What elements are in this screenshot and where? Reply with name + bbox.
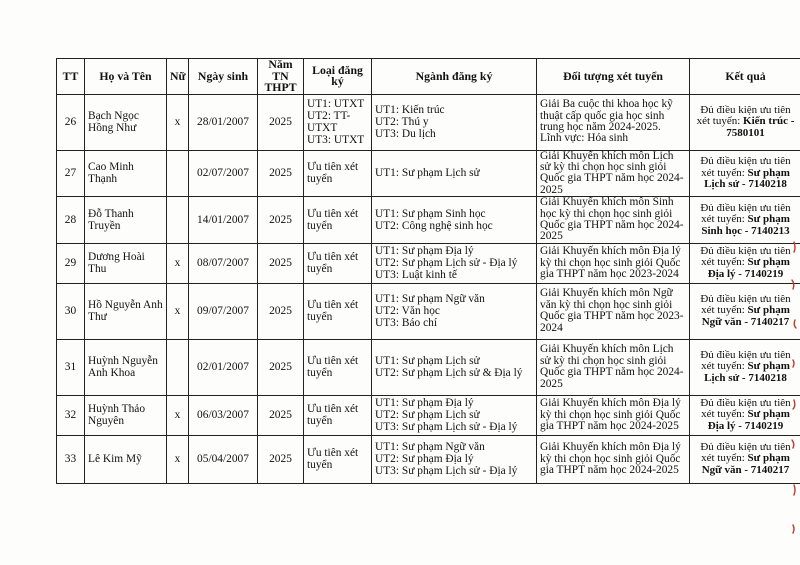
- header-gender: Nữ: [167, 59, 189, 95]
- cell-reg-type: [304, 243, 372, 283]
- cell-result: [690, 395, 800, 435]
- cell-target: [537, 243, 690, 283]
- cell-majors: [372, 395, 537, 435]
- cell-reg-type-line: UT1: UTXT: [307, 97, 365, 110]
- cell-target: [537, 197, 690, 244]
- cell-grad-year: 2025: [258, 150, 304, 197]
- result-major: Sư phạm Lịch sử - 7140218: [704, 360, 790, 385]
- cell-majors: [372, 197, 537, 244]
- cell-majors-line: UT2: Sư phạm Lịch sử: [375, 409, 480, 422]
- cell-name: Huỳnh Nguyễn Anh Khoa: [85, 339, 167, 395]
- cell-grad-year: 2025: [258, 243, 304, 283]
- cell-stt: 30: [57, 283, 85, 339]
- cell-name: Đỗ Thanh Truyền: [85, 197, 167, 244]
- cell-majors: [372, 283, 537, 339]
- cell-gender: x: [167, 243, 189, 283]
- cell-gender: x: [167, 283, 189, 339]
- table-row: [57, 339, 800, 395]
- cell-grad-year: 2025: [258, 435, 304, 483]
- cell-grad-year: 2025: [258, 395, 304, 435]
- header-result: Kết quả: [690, 59, 800, 95]
- cell-reg-type-line: Ưu tiên xét tuyển: [307, 403, 359, 428]
- cell-majors-line: UT3: Sư phạm Lịch sử - Địa lý: [375, 421, 518, 434]
- cell-majors-line: UT3: Báo chí: [375, 317, 438, 330]
- cell-dob: 05/04/2007: [189, 435, 258, 483]
- cell-target-line: Giải Khuyến khích môn Ngữ văn kỳ thi chọn học sinh giỏi Quốc gia THPT năm học 2023-2024: [540, 287, 684, 334]
- cell-reg-type-line: Ưu tiên xét tuyển: [307, 355, 359, 380]
- cell-stt: 29: [57, 243, 85, 283]
- table-body: [57, 94, 800, 483]
- cell-majors-line: UT1: Sư phạm Lịch sử: [375, 167, 480, 180]
- cell-name: Huỳnh Thảo Nguyên: [85, 395, 167, 435]
- cell-grad-year: 2025: [258, 339, 304, 395]
- cell-name: Cao Minh Thạnh: [85, 150, 167, 197]
- cell-stt: 32: [57, 395, 85, 435]
- cell-majors-line: UT1: Sư phạm Địa lý: [375, 396, 474, 409]
- cell-majors-line: UT2: Văn học: [375, 305, 440, 318]
- result-prefix: Đủ điều kiện ưu tiên xét tuyển:: [700, 154, 791, 179]
- cell-reg-type-line: Ưu tiên xét tuyển: [307, 251, 359, 276]
- cell-target: [537, 150, 690, 197]
- cell-grad-year: 2025: [258, 197, 304, 244]
- cell-reg-type: [304, 395, 372, 435]
- cell-target: [537, 339, 690, 395]
- cell-reg-type: [304, 94, 372, 150]
- cell-result: [690, 435, 800, 483]
- cell-dob: 09/07/2007: [189, 283, 258, 339]
- cell-majors-line: UT1: Sư phạm Địa lý: [375, 244, 474, 257]
- cell-majors: [372, 243, 537, 283]
- table-row: [57, 283, 800, 339]
- cell-name: Bạch Ngọc Hồng Như: [85, 94, 167, 150]
- cell-majors-line: UT1: Sư phạm Ngữ văn: [375, 292, 485, 305]
- cell-result: [690, 243, 800, 283]
- cell-target: [537, 283, 690, 339]
- cell-result: [690, 94, 800, 150]
- cell-stt: 28: [57, 197, 85, 244]
- cell-grad-year: 2025: [258, 283, 304, 339]
- admission-results-table: [56, 58, 800, 484]
- cell-result: [690, 339, 800, 395]
- cell-stt: 33: [57, 435, 85, 483]
- cell-majors-line: UT2: Thú y: [375, 115, 429, 128]
- cell-gender: x: [167, 94, 189, 150]
- cell-reg-type-line: Ưu tiên xét tuyển: [307, 161, 359, 186]
- cell-result: [690, 197, 800, 244]
- header-grad-year: Năm TN THPT: [258, 59, 304, 95]
- cell-target-line: Giải Khuyến khích môn Sinh học kỳ thi chọn học sinh giỏi Quốc gia THPT năm học 2024-2025: [540, 196, 684, 243]
- result-major: Sư phạm Địa lý - 7140219: [707, 256, 790, 281]
- header-majors: Ngành đăng ký: [372, 59, 537, 95]
- result-prefix: Đủ điều kiện ưu tiên xét tuyển:: [696, 103, 791, 128]
- cell-reg-type-line: Ưu tiên xét tuyển: [307, 447, 359, 472]
- cell-target-line: Giải Khuyến khích môn Lịch sử kỳ thi chọn học sinh giỏi Quốc gia THPT năm học 2024-2025: [540, 150, 684, 196]
- header-dob: Ngày sinh: [189, 59, 258, 95]
- cell-majors: [372, 435, 537, 483]
- cell-majors-line: UT1: Sư phạm Sinh học: [375, 207, 486, 220]
- cell-name: Dương Hoài Thu: [85, 243, 167, 283]
- cell-majors-line: UT1: Sư phạm Lịch sử: [375, 355, 480, 368]
- cell-dob: 08/07/2007: [189, 243, 258, 283]
- cell-target-line: Giải Khuyến khích môn Địa lý kỳ thi chọn học sinh giỏi Quốc gia THPT năm học 2024-2025: [540, 397, 681, 432]
- cell-reg-type-line: UT3: UTXT: [307, 134, 365, 147]
- table-row: [57, 395, 800, 435]
- cell-grad-year: 2025: [258, 94, 304, 150]
- cell-majors-line: UT2: Sư phạm Lịch sử & Địa lý: [375, 367, 523, 380]
- header-stt: TT: [57, 59, 85, 95]
- cell-dob: 28/01/2007: [189, 94, 258, 150]
- cell-target: [537, 395, 690, 435]
- cell-majors-line: UT2: Sư phạm Địa lý: [375, 453, 474, 466]
- cell-majors-line: UT2: Sư phạm Lịch sử - Địa lý: [375, 257, 518, 270]
- table-row: [57, 150, 800, 197]
- cell-reg-type-line: Ưu tiên xét tuyển: [307, 299, 359, 324]
- cell-gender: [167, 339, 189, 395]
- cell-majors: [372, 94, 537, 150]
- header-reg-type: Loại đăng ký: [304, 59, 372, 95]
- result-prefix: Đủ điều kiện ưu tiên xét tuyển:: [700, 396, 791, 421]
- cell-target: [537, 94, 690, 150]
- cell-majors: [372, 150, 537, 197]
- cell-target-line: Lĩnh vực: Hóa sinh: [540, 132, 629, 145]
- cell-reg-type: [304, 283, 372, 339]
- result-prefix: Đủ điều kiện ưu tiên xét tuyển:: [700, 244, 791, 269]
- table-header-row: [57, 59, 800, 95]
- cell-dob: 06/03/2007: [189, 395, 258, 435]
- cell-majors: [372, 339, 537, 395]
- cell-majors-line: UT3: Sư phạm Lịch sử - Địa lý: [375, 465, 518, 478]
- result-prefix: Đủ điều kiện ưu tiên xét tuyển:: [700, 440, 791, 465]
- cell-gender: x: [167, 435, 189, 483]
- result-prefix: Đủ điều kiện ưu tiên xét tuyển:: [700, 348, 791, 373]
- cell-target-line: Giải Ba cuộc thi khoa học kỹ thuật cấp quốc gia học sinh trung học năm 2024-2025.: [540, 98, 673, 133]
- cell-majors-line: UT2: Công nghệ sinh học: [375, 219, 493, 232]
- cell-stt: 26: [57, 94, 85, 150]
- result-major: Sư phạm Sinh học - 7140213: [701, 213, 790, 237]
- cell-dob: 02/01/2007: [189, 339, 258, 395]
- cell-reg-type: [304, 339, 372, 395]
- table-row: [57, 94, 800, 150]
- result-major: Kiến trúc - 7580101: [726, 115, 795, 139]
- margin-stamp-mark: [788, 240, 798, 540]
- result-major: Sư phạm Ngữ văn - 7140217: [701, 452, 790, 477]
- cell-stt: 27: [57, 150, 85, 197]
- cell-gender: [167, 197, 189, 244]
- cell-majors-line: UT1: Kiến trúc: [375, 103, 445, 116]
- cell-dob: 14/01/2007: [189, 197, 258, 244]
- result-prefix: Đủ điều kiện ưu tiên xét tuyển:: [700, 292, 791, 317]
- cell-result: [690, 150, 800, 197]
- cell-target: [537, 435, 690, 483]
- table-row: [57, 197, 800, 244]
- cell-target-line: Giải Khuyến khích môn Địa lý kỳ thi chọn học sinh giỏi Quốc gia THPT năm học 2023-2024: [540, 245, 681, 280]
- cell-target-line: Giải Khuyến khích môn Lịch sử kỳ thi chọn học sinh giỏi Quốc gia THPT năm học 2024-2025: [540, 343, 684, 390]
- cell-reg-type: [304, 150, 372, 197]
- cell-reg-type-line: Ưu tiên xét tuyển: [307, 207, 359, 232]
- cell-gender: [167, 150, 189, 197]
- result-major: Sư phạm Địa lý - 7140219: [707, 408, 790, 433]
- cell-reg-type: [304, 435, 372, 483]
- cell-result: [690, 283, 800, 339]
- header-name: Họ và Tên: [85, 59, 167, 95]
- cell-target-line: Giải Khuyến khích môn Địa lý kỳ thi chọn học sinh giỏi Quốc gia THPT năm học 2024-2025: [540, 441, 681, 476]
- result-prefix: Đủ điều kiện ưu tiên xét tuyển:: [700, 201, 791, 226]
- cell-name: Hồ Nguyễn Anh Thư: [85, 283, 167, 339]
- cell-stt: 31: [57, 339, 85, 395]
- cell-majors-line: UT3: Luật kinh tế: [375, 269, 457, 282]
- result-major: Sư phạm Ngữ văn - 7140217: [701, 304, 790, 329]
- result-major: Sư phạm Lịch sử - 7140218: [704, 166, 790, 191]
- header-target: Đối tượng xét tuyển: [537, 59, 690, 95]
- cell-dob: 02/07/2007: [189, 150, 258, 197]
- cell-reg-type-line: UT2: TT-UTXT: [307, 109, 351, 134]
- cell-majors-line: UT1: Sư phạm Ngữ văn: [375, 440, 485, 453]
- table-row: [57, 243, 800, 283]
- cell-name: Lê Kim Mỹ: [85, 435, 167, 483]
- table-row: [57, 435, 800, 483]
- cell-gender: x: [167, 395, 189, 435]
- cell-reg-type: [304, 197, 372, 244]
- cell-majors-line: UT3: Du lịch: [375, 128, 436, 141]
